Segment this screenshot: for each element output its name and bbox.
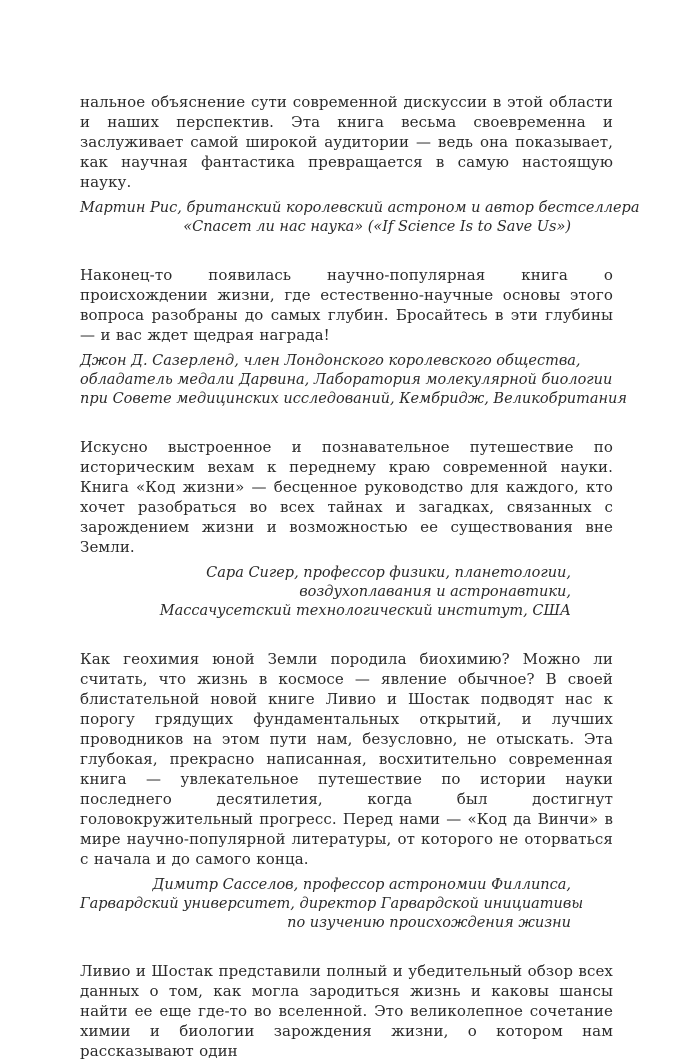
review-text: Как геохимия юной Земли породила биохимию? Можно ли считать, что жизнь в космосе — явление обычное? В своей блистательной новой книге Ливио и Шостак подводят нас к порогу грядущих фундаментальных открытий, и лучших проводников на этом пути нам, безусловно, не отыскать. Эта глубокая, прекрасно написанная, восхитительно современная книга — увлекательное путешествие по истории науки последнего десятилетия, когда был достигнут головокружительный прогресс. Перед нами — «Код да Винчи» в мире научно-популярной литературы, от которого не оторваться с начала и до самого конца.	[80, 650, 613, 868]
attribution-line: обладатель медали Дарвина, Лаборатория молекулярной биологии	[80, 372, 613, 388]
attribution-line: Димитр Сасселов, профессор астрономии Филлипса,	[152, 877, 571, 893]
review-block-5	[80, 961, 613, 1061]
review-block-1	[80, 92, 640, 237]
review-block-4	[80, 649, 613, 933]
review-attribution	[80, 564, 613, 621]
review-block-3	[80, 437, 613, 621]
review-attribution	[80, 876, 613, 933]
attribution-line: Гарвардский университет, директор Гарвардской инициативы	[80, 896, 584, 912]
attribution-line: Джон Д. Сазерленд, член Лондонского королевского общества,	[80, 353, 581, 369]
attribution-line: воздухоплавания и астронавтики,	[299, 584, 571, 600]
review-text: Наконец-то появилась научно-популярная книга о происхождении жизни, где естественно-научные основы этого вопроса разобраны до самых глубин. Бросайтесь в эти глубины — и вас ждет щедрая награда!	[80, 266, 613, 344]
review-attribution	[80, 199, 640, 237]
review-attribution	[80, 352, 627, 409]
attribution-line: Сара Сигер, профессор физики, планетологии,	[206, 565, 571, 581]
review-text: Ливио и Шостак представили полный и убедительный обзор всех данных о том, как могла зародиться жизнь и каковы шансы найти ее еще где-то во вселенной. Это великолепное сочетание химии и биологии зарождения жизни, о котором нам рассказывают один	[80, 962, 613, 1060]
review-text: Искусно выстроенное и познавательное путешествие по историческим вехам к переднему краю современной науки. Книга «Код жизни» — бесценное руководство для каждого, кто хочет разобраться во всех тайнах и загадках, связанных с зарождением жизни и возможностью ее существования вне Земли.	[80, 438, 613, 556]
attribution-line: по изучению происхождения жизни	[287, 915, 571, 931]
attribution-line: Мартин Рис, британский королевский астроном и автор бестселлера	[80, 200, 640, 216]
review-text: нальное объяснение сути современной дискуссии в этой области и наших перспектив. Эта книга весьма своевременна и заслуживает самой широкой аудитории — ведь она показывает, как научная фантастика превращается в самую настоящую науку.	[80, 93, 613, 191]
attribution-line: «Спасет ли нас наука» («If Science Is to Save Us»)	[183, 219, 571, 235]
attribution-line: при Совете медицинских исследований, Кембридж, Великобритания	[80, 391, 627, 407]
attribution-line: Массачусетский технологический институт, США	[159, 603, 571, 619]
review-block-2	[80, 265, 627, 409]
